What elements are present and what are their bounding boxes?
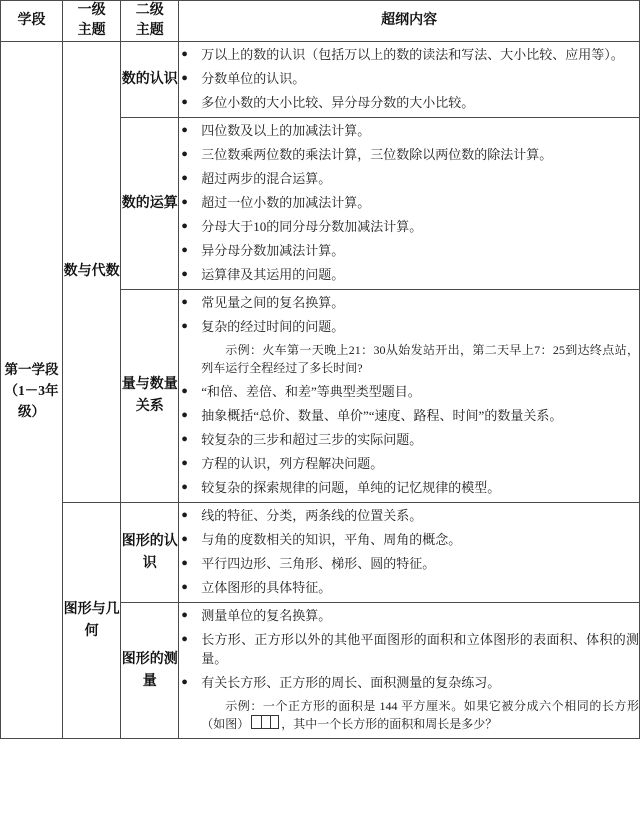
bullet-icon: ● xyxy=(181,96,188,108)
example-note-part2: 个相同的长方形（如图） xyxy=(201,699,639,731)
bullet-icon: ● xyxy=(181,481,188,493)
list-item-text: 多位小数的大小比较、异分母分数的大小比较。 xyxy=(201,95,475,110)
header-topic-level1 xyxy=(63,1,121,42)
header-topic-level1-line1: 一级 xyxy=(77,3,106,18)
list-item xyxy=(179,454,639,473)
bullet-icon: ● xyxy=(181,676,188,688)
list-item xyxy=(179,265,639,284)
list-item-text: 超过一位小数的加减法计算。 xyxy=(201,195,371,210)
example-note-part4: 多少？ xyxy=(461,717,498,731)
bullet-icon: ● xyxy=(181,581,188,593)
list-item xyxy=(179,121,639,140)
list-item-text: 运算律及其运用的问题。 xyxy=(201,267,345,282)
list-item xyxy=(179,530,639,549)
bullet-icon: ● xyxy=(181,220,188,232)
bullet-icon: ● xyxy=(181,609,188,621)
header-stage: 学段 xyxy=(1,1,63,42)
topic-level2-quantity-relations-label: 量与数量关系 xyxy=(121,377,178,414)
rectangle-figure-icon xyxy=(251,715,279,729)
list-item-text: 方程的认识，列方程解决问题。 xyxy=(201,456,384,471)
item-list xyxy=(179,293,639,497)
header-topic-level2-line1: 二级 xyxy=(135,3,164,18)
list-item-text: “和倍、差倍、和差”等典型类型题目。 xyxy=(201,384,421,399)
table-header-row xyxy=(1,1,640,42)
topic-level2-number-operations: 数的运算 xyxy=(121,118,179,290)
topic-level1-geometry: 图形与几何 xyxy=(63,503,121,739)
list-item-text: 万以上的数的认识（包括万以上的数的读法和写法、大小比较、应用等）。 xyxy=(201,47,624,62)
list-item-text: 较复杂的探索规律的问题，单纯的记忆规律的模型。 xyxy=(201,480,501,495)
list-item-text: 长方形、正方形以外的其他平面图形的面积和立体图形的表面积、体积的测量。 xyxy=(201,632,639,666)
list-item-text: 常见量之间的复名换算。 xyxy=(201,295,345,310)
bullet-icon: ● xyxy=(181,196,188,208)
list-item xyxy=(179,506,639,525)
bullet-icon: ● xyxy=(181,433,188,445)
list-item-text: 立体图形的具体特征。 xyxy=(201,580,332,595)
list-item-text: 超过两步的混合运算。 xyxy=(201,171,332,186)
topic-level2-quantity-relations xyxy=(121,290,179,503)
list-item xyxy=(179,293,639,312)
bullet-icon: ● xyxy=(181,557,188,569)
bullet-icon: ● xyxy=(181,172,188,184)
list-item xyxy=(179,578,639,597)
list-item-text: 与角的度数相关的知识，平角、周角的概念。 xyxy=(201,532,462,547)
example-note-text xyxy=(201,697,639,733)
list-item-text: 分母大于10的同分母分数加减法计算。 xyxy=(201,219,423,234)
stage-cell: 第一学段（1－3年级） xyxy=(1,42,63,739)
table-row xyxy=(1,42,640,118)
list-item xyxy=(179,217,639,236)
example-note-measurement xyxy=(179,697,639,733)
bullet-icon: ● xyxy=(181,320,188,332)
content-number-recognition xyxy=(179,42,640,118)
list-item xyxy=(179,406,639,425)
bullet-icon: ● xyxy=(181,268,188,280)
list-item xyxy=(179,193,639,212)
list-item-text: 分数单位的认识。 xyxy=(201,71,306,86)
list-item-text: 较复杂的三步和超过三步的实际问题。 xyxy=(201,432,423,447)
list-item xyxy=(179,69,639,88)
list-item xyxy=(179,45,639,64)
item-list xyxy=(179,45,639,112)
list-item-text: 异分母分数加减法计算。 xyxy=(201,243,345,258)
header-topic-level2-line2: 主题 xyxy=(135,23,164,38)
bullet-icon: ● xyxy=(181,72,188,84)
content-shape-recognition xyxy=(179,503,640,603)
list-item xyxy=(179,606,639,625)
list-item-text: 抽象概括“总价、数量、单价”“速度、路程、时间”的数量关系。 xyxy=(201,408,563,423)
list-item xyxy=(179,145,639,164)
list-item xyxy=(179,478,639,497)
list-item xyxy=(179,554,639,573)
bullet-icon: ● xyxy=(181,509,188,521)
list-item xyxy=(179,382,639,401)
list-item-text: 测量单位的复名换算。 xyxy=(201,608,332,623)
item-list xyxy=(179,506,639,597)
bullet-icon: ● xyxy=(181,148,188,160)
list-item-text: 三位数乘两位数的乘法计算，三位数除以两位数的除法计算。 xyxy=(201,147,553,162)
content-quantity-relations xyxy=(179,290,640,503)
content-shape-measurement xyxy=(179,603,640,739)
list-item-text: 平行四边形、三角形、梯形、圆的特征。 xyxy=(201,556,436,571)
topic-level2-shape-recognition: 图形的认识 xyxy=(121,503,179,603)
list-item xyxy=(179,673,639,692)
bullet-icon: ● xyxy=(181,48,188,60)
topic-level2-number-recognition: 数的认识 xyxy=(121,42,179,118)
item-list xyxy=(179,606,639,733)
topic-level2-shape-measurement: 图形的测量 xyxy=(121,603,179,739)
bullet-icon: ● xyxy=(181,533,188,545)
bullet-icon: ● xyxy=(181,385,188,397)
list-item-text: 四位数及以上的加减法计算。 xyxy=(201,123,371,138)
example-note: 示例：火车第一天晚上21：30从始发站开出，第二天早上7：25到达终点站，列车运行全程经过了多长时间? xyxy=(201,343,639,375)
bullet-icon: ● xyxy=(181,409,188,421)
header-topic-level2 xyxy=(121,1,179,42)
list-item xyxy=(179,241,639,260)
table-row xyxy=(1,503,640,603)
bullet-icon: ● xyxy=(181,633,188,645)
header-content: 超纲内容 xyxy=(179,1,640,42)
list-item-text: 有关长方形、正方形的周长、面积测量的复杂练习。 xyxy=(201,675,501,690)
header-topic-level1-line2: 主题 xyxy=(77,23,106,38)
list-item xyxy=(179,630,639,668)
bullet-icon: ● xyxy=(181,124,188,136)
content-number-operations xyxy=(179,118,640,290)
list-item xyxy=(179,93,639,112)
list-item xyxy=(179,430,639,449)
list-item xyxy=(179,317,639,336)
topic-level1-number-algebra: 数与代数 xyxy=(63,42,121,503)
example-note-part3: ，其中一个长方形的面积和周长是 xyxy=(281,717,462,731)
list-item xyxy=(179,169,639,188)
bullet-icon: ● xyxy=(181,244,188,256)
list-item-text: 复杂的经过时间的问题。 xyxy=(201,319,345,334)
example-note-part1: 示例：一个正方形的面积是 144 平方厘米。如果它被分成六 xyxy=(225,699,552,713)
list-item-text: 线的特征、分类，两条线的位置关系。 xyxy=(201,508,423,523)
bullet-icon: ● xyxy=(181,457,188,469)
item-list xyxy=(179,121,639,284)
bullet-icon: ● xyxy=(181,296,188,308)
